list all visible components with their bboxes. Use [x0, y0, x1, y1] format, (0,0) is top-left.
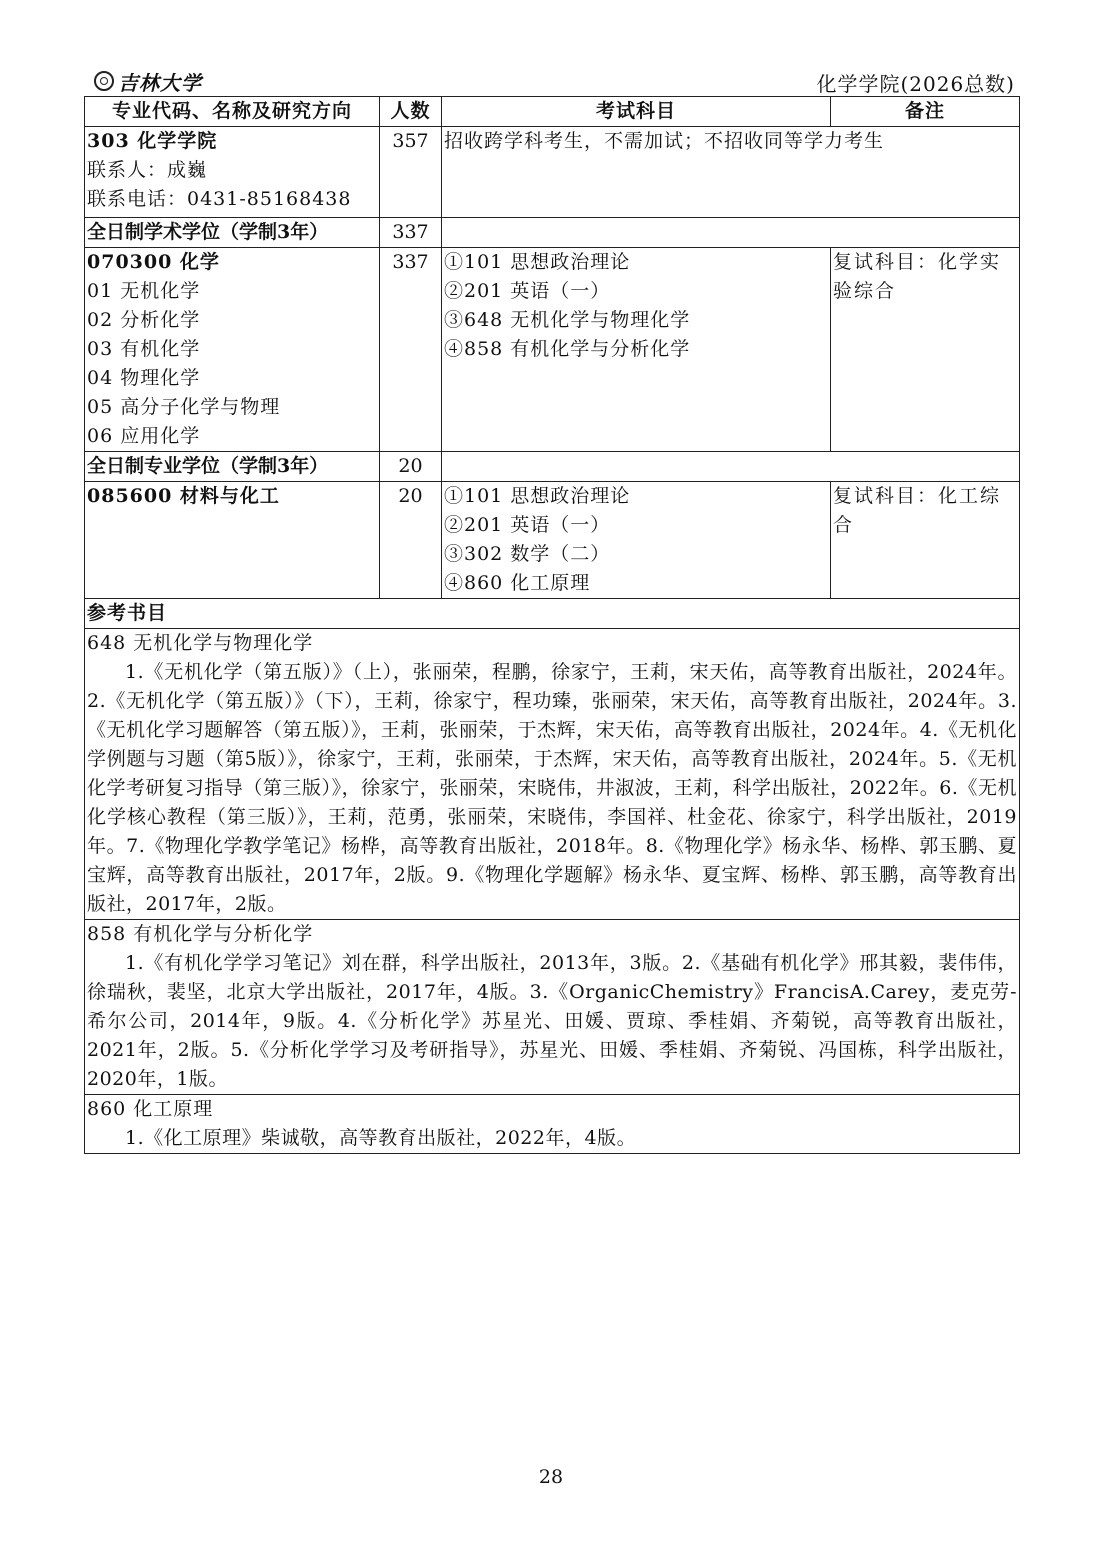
header-major: 专业代码、名称及研究方向 — [85, 97, 380, 127]
reference-body: 1.《有机化学学习笔记》刘在群，科学出版社，2013年，3版。2.《基础有机化学》邢其毅，裴伟伟，徐瑞秋，裴坚，北京大学出版社，2017年，4版。3.《OrganicChemistry》FrancisA.Carey，麦克劳-希尔公司，2014年，9版。4.《分析化学》苏星光、田媛、贾琼、季桂娟、齐菊锐，高等教育出版社，2021年，2版。5.《分析化学学习及考研指导》，苏星光、田媛、季桂娟、齐菊锐、冯国栋，科学出版社，2020年，1版。 — [87, 952, 1017, 1090]
academic-degree-row — [85, 218, 1020, 248]
exam-subject: ③648 无机化学与物理化学 — [444, 309, 691, 331]
reference-section-860 — [85, 1095, 1020, 1154]
research-direction: 05 高分子化学与物理 — [87, 396, 281, 418]
exam-subject: ②201 英语（一） — [444, 514, 611, 536]
college-phone: 联系电话：0431-85168438 — [87, 188, 352, 210]
university-logo — [94, 69, 202, 93]
professional-degree-empty — [442, 452, 1020, 482]
logo-text: 吉林大学 — [118, 70, 202, 95]
chemistry-major-count: 337 — [380, 248, 442, 452]
chemistry-remark: 复试科目：化学实验综合 — [831, 248, 1020, 452]
college-row — [85, 127, 1020, 218]
college-name: 303 化学学院 — [87, 130, 218, 152]
chemistry-major-info — [85, 248, 380, 452]
page-header — [84, 66, 1019, 96]
academic-degree-count: 337 — [380, 218, 442, 248]
admissions-table — [84, 96, 1020, 1154]
reference-body: 1.《无机化学（第五版）》（上），张丽荣，程鹏，徐家宁，王莉，宋天佑，高等教育出版社，2024年。2.《无机化学（第五版）》（下），王莉，徐家宁，程功臻，张丽荣，宋天佑，高等教育出版社，2024年。3.《无机化学习题解答（第五版）》，王莉，张丽荣，于杰辉，宋天佑，高等教育出版社，2024年。4.《无机化学例题与习题（第5版）》，徐家宁，王莉，张丽荣，于杰辉，宋天佑，高等教育出版社，2024年。5.《无机化学考研复习指导（第三版）》，徐家宁，张丽荣，宋晓伟，井淑波，王莉，科学出版社，2022年。6.《无机化学核心教程（第三版）》，王莉，范勇，张丽荣，宋晓伟，李国祥、杜金花、徐家宁，科学出版社，2019年。7.《物理化学教学笔记》杨桦，高等教育出版社，2018年。8.《物理化学》杨永华、杨桦、郭玉鹏、夏宝辉，高等教育出版社，2017年，2版。9.《物理化学题解》杨永华、夏宝辉、杨桦、郭玉鹏，高等教育出版社，2017年，2版。 — [87, 661, 1017, 915]
exam-subject: ②201 英语（一） — [444, 280, 611, 302]
exam-subject: ①101 思想政治理论 — [444, 485, 631, 507]
college-note: 招收跨学科考生，不需加试；不招收同等学力考生 — [442, 127, 1020, 218]
materials-remark: 复试科目：化工综合 — [831, 482, 1020, 599]
materials-major-count: 20 — [380, 482, 442, 599]
materials-exam-subjects — [442, 482, 831, 599]
professional-degree-label: 全日制专业学位（学制3年） — [85, 452, 380, 482]
exam-subject: ①101 思想政治理论 — [444, 251, 631, 273]
major-title: 070300 化学 — [87, 251, 220, 273]
materials-major-info — [85, 482, 380, 599]
reference-cell — [85, 920, 1020, 1095]
research-direction: 03 有机化学 — [87, 338, 201, 360]
table-header-row — [85, 97, 1020, 127]
materials-major-row — [85, 482, 1020, 599]
exam-subject: ④860 化工原理 — [444, 572, 591, 594]
reference-section-858 — [85, 920, 1020, 1095]
chemistry-major-row — [85, 248, 1020, 452]
university-seal-icon — [94, 71, 114, 91]
reference-cell — [85, 629, 1020, 920]
professional-degree-row — [85, 452, 1020, 482]
research-direction: 06 应用化学 — [87, 425, 201, 447]
college-contact: 联系人：成巍 — [87, 159, 208, 181]
header-remarks: 备注 — [831, 97, 1020, 127]
reference-cell — [85, 1095, 1020, 1154]
reference-section-648 — [85, 629, 1020, 920]
reference-heading: 860 化工原理 — [87, 1098, 214, 1120]
exam-subject: ③302 数学（二） — [444, 543, 611, 565]
reference-heading: 648 无机化学与物理化学 — [87, 632, 314, 654]
major-title: 085600 材料与化工 — [87, 485, 280, 507]
chemistry-exam-subjects — [442, 248, 831, 452]
page-number: 28 — [538, 1466, 564, 1488]
academic-degree-empty — [442, 218, 1020, 248]
header-exams: 考试科目 — [442, 97, 831, 127]
college-info — [85, 127, 380, 218]
references-title: 参考书目 — [85, 599, 1020, 629]
research-direction: 04 物理化学 — [87, 367, 201, 389]
header-count: 人数 — [380, 97, 442, 127]
research-direction: 01 无机化学 — [87, 280, 201, 302]
reference-heading: 858 有机化学与分析化学 — [87, 923, 314, 945]
exam-subject: ④858 有机化学与分析化学 — [444, 338, 691, 360]
college-count: 357 — [380, 127, 442, 218]
professional-degree-count: 20 — [380, 452, 442, 482]
references-title-row — [85, 599, 1020, 629]
header-title: 化学学院(2026总数) — [816, 72, 1015, 96]
academic-degree-label: 全日制学术学位（学制3年） — [85, 218, 380, 248]
reference-body: 1.《化工原理》柴诚敬，高等教育出版社，2022年，4版。 — [125, 1127, 637, 1149]
research-direction: 02 分析化学 — [87, 309, 201, 331]
